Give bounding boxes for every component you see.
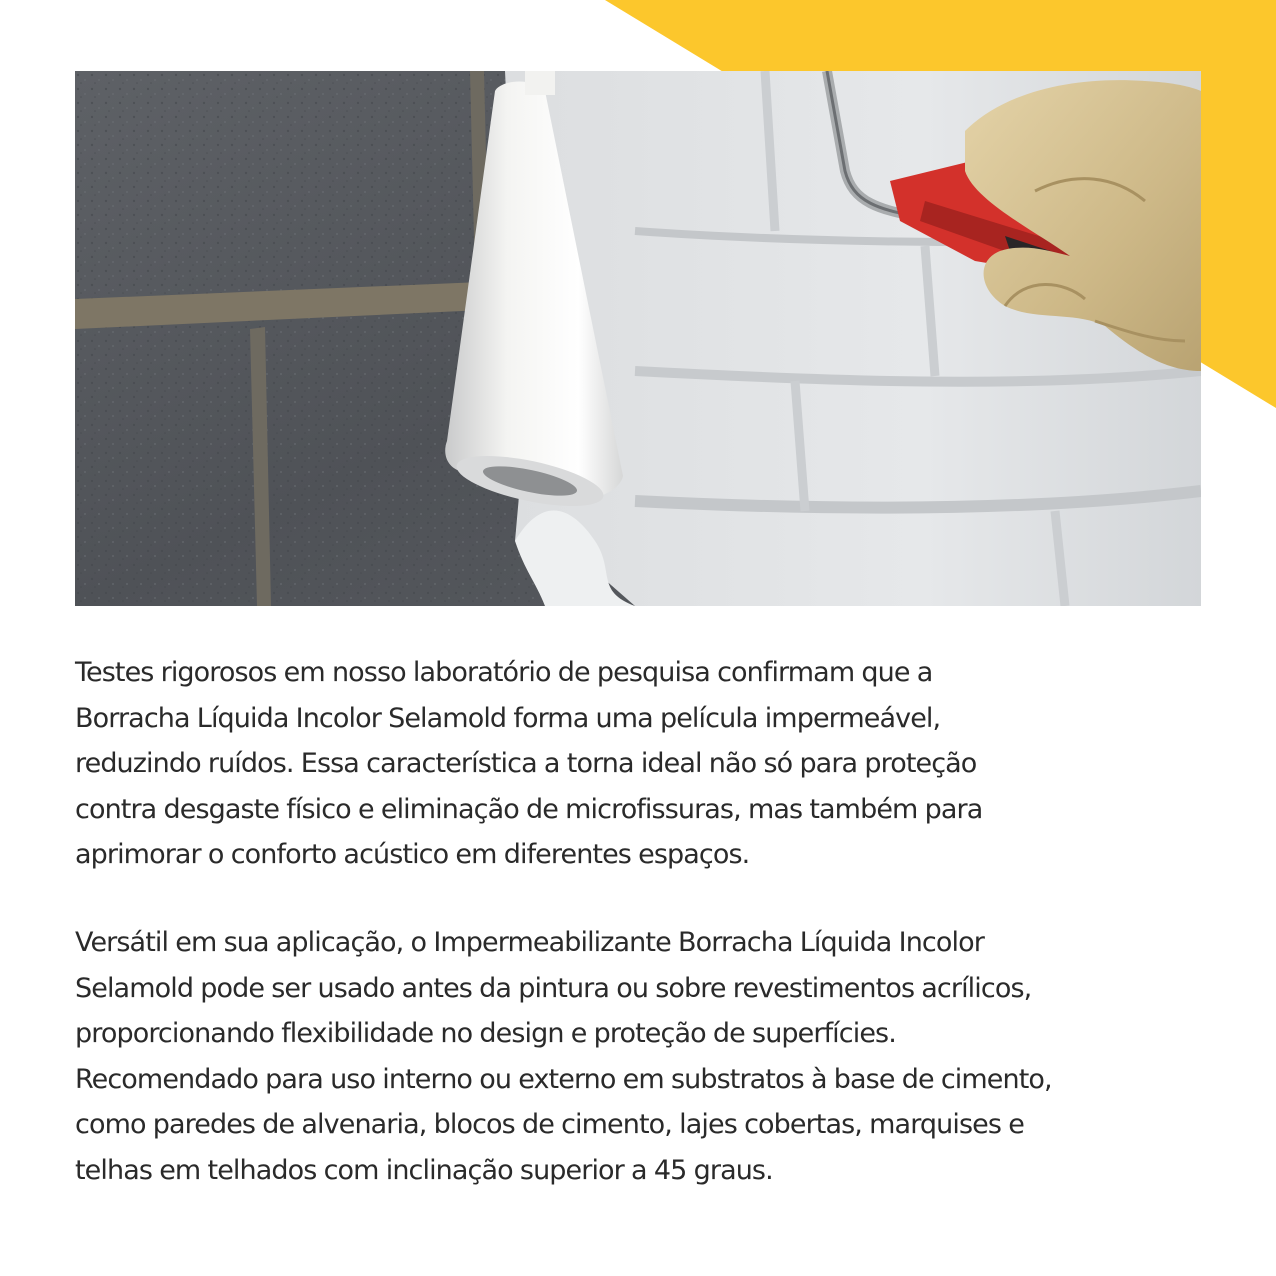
text-line: proporcionando flexibilidade no design e proteção de superfícies.: [75, 1018, 896, 1050]
text-line: telhas em telhados com inclinação superior a 45 graus.: [75, 1154, 773, 1186]
text-line: Recomendado para uso interno ou externo em substratos à base de cimento,: [75, 1063, 1052, 1095]
text-line: Borracha Líquida Incolor Selamold forma uma película impermeável,: [75, 702, 941, 734]
text-line: Versátil em sua aplicação, o Impermeabilizante Borracha Líquida Incolor: [75, 926, 984, 958]
text-line: contra desgaste físico e eliminação de microfissuras, mas também para: [75, 793, 983, 825]
description-text: [75, 650, 1215, 1194]
text-line: como paredes de alvenaria, blocos de cimento, lajes cobertas, marquises e: [75, 1109, 1024, 1141]
product-application-photo: [75, 71, 1201, 606]
text-line: Testes rigorosos em nosso laboratório de pesquisa confirmam que a: [75, 657, 933, 688]
paragraph-versatility: [75, 920, 1215, 1194]
text-line: reduzindo ruídos. Essa característica a torna ideal não só para proteção: [75, 748, 977, 780]
text-line: aprimorar o conforto acústico em diferentes espaços.: [75, 839, 750, 871]
paragraph-lab-tests: [75, 650, 1215, 878]
text-line: Selamold pode ser usado antes da pintura ou sobre revestimentos acrílicos,: [75, 972, 1032, 1004]
